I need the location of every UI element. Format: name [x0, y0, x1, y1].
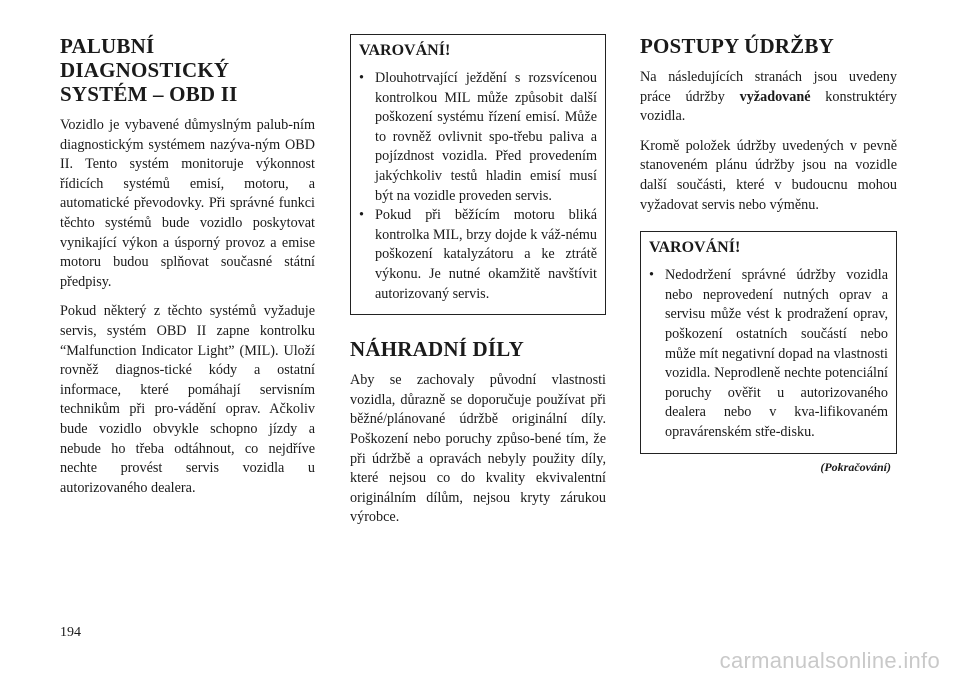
- column-left: [60, 34, 315, 508]
- page-number: 194: [60, 625, 81, 640]
- bullet-icon: •: [359, 207, 364, 224]
- warning-item-text: Pokud při běžícím motoru bliká kontrolka MIL, brzy dojde k váž-nému poškození katalyzátoru a ke ztrátě výkonu. Je nutné okamžitě navštívit autorizovaný servis.: [375, 207, 597, 302]
- text-run: Na následujících stranách jsou uvedeny práce údržby: [640, 69, 897, 105]
- warning-title: VAROVÁNÍ!: [649, 239, 741, 257]
- column-middle: [350, 34, 606, 538]
- warning-box-mil: [350, 34, 606, 315]
- paragraph-obd-service: Pokud některý z těchto systémů vyžaduje servis, systém OBD II zapne kontrolku “Malfunction Indicator Light” (MIL). Uloží rovněž diagnos-tické kódy a ostatní informace, které pomáhají servisním technikům při pro-vádění oprav. Ačkoliv bude vozidlo obvykle schopno jízdy a nebude ho třeba odtáhnout, co nejdříve nechte provést servis vozidla u autorizovaného dealera.: [60, 303, 315, 496]
- section-title-parts: NÁHRADNÍ DÍLY: [350, 337, 524, 362]
- section-title-obd: [60, 34, 315, 106]
- warning-title: VAROVÁNÍ!: [359, 42, 451, 59]
- emphasis-text: vyžadované: [739, 88, 811, 105]
- warning-list: [649, 266, 888, 442]
- title-line-2: DIAGNOSTICKÝ: [60, 58, 230, 82]
- title-line-1: PALUBNÍ: [60, 34, 155, 58]
- paragraph-maintenance-extra: Kromě položek údržby uvedených v pevně stanoveném plánu údržby jsou na vozidle další součásti, které v budoucnu mohou vyžadovat servis nebo výměnu.: [640, 137, 897, 213]
- text-run: konstruktéry vozidla.: [640, 88, 898, 125]
- warning-item-text: Nedodržení správné údržby vozidla nebo neprovedení nutných oprav a servisu může vést k prodražení oprav, poškození ostatních součástí nebo může mít negativní dopad na vlastnosti vozidla. Neprodleně nechte potenciální poruchy ověřit u autorizovaného dealera nebo v kva-lifikovaném opravárenském stře-disku.: [665, 267, 888, 440]
- warning-item: [359, 69, 597, 206]
- warning-list: [359, 69, 597, 304]
- watermark: carmanualsonline.info: [719, 648, 940, 673]
- warning-item-text: Dlouhotrvající ježdění s rozsvícenou kontrolkou MIL může způsobit další poškození systému řízení emisí. Může to rovněž ovlivnit spo-třebu paliva a pojízdnost vozidla. Před provedením jakýchkoliv testů hladin emisí musí být na vozidle proveden servis.: [375, 70, 597, 204]
- title-line-3: SYSTÉM – OBD II: [60, 82, 238, 106]
- section-title-maintenance: POSTUPY ÚDRŽBY: [640, 34, 834, 58]
- warning-box-maintenance: [640, 231, 897, 453]
- continued-note: (Pokračování): [820, 459, 891, 474]
- bullet-icon: •: [359, 70, 364, 86]
- paragraph-obd-intro: Vozidlo je vybavené důmyslným palub-ním diagnostickým systémem nazýva-ným OBD II. Tento systém monitoruje výkonnost řídicích systémů emisí, motoru, a automatické převodovky. Při správné funkci těchto systémů bude vozidlo poskytovat vynikající výkon a úsporný provoz a emise motoru budou splňovat současné státní předpisy.: [60, 117, 315, 290]
- warning-item: [359, 206, 597, 304]
- warning-item: [649, 266, 888, 442]
- paragraph-parts: Aby se zachovaly původní vlastnosti vozidla, důrazně se doporučuje používat při běžné/plánované údržbě originální díly. Poškození nebo poruchy způso-bené tím, že při údržbě a opravách nebyly použity díly, které nejsou co do kvality ekvivalentní originálním dílům, nejsou kryty zárukou výrobce.: [350, 372, 606, 526]
- paragraph-maintenance-intro: [640, 68, 897, 127]
- column-right: [640, 34, 897, 475]
- bullet-icon: •: [649, 267, 654, 284]
